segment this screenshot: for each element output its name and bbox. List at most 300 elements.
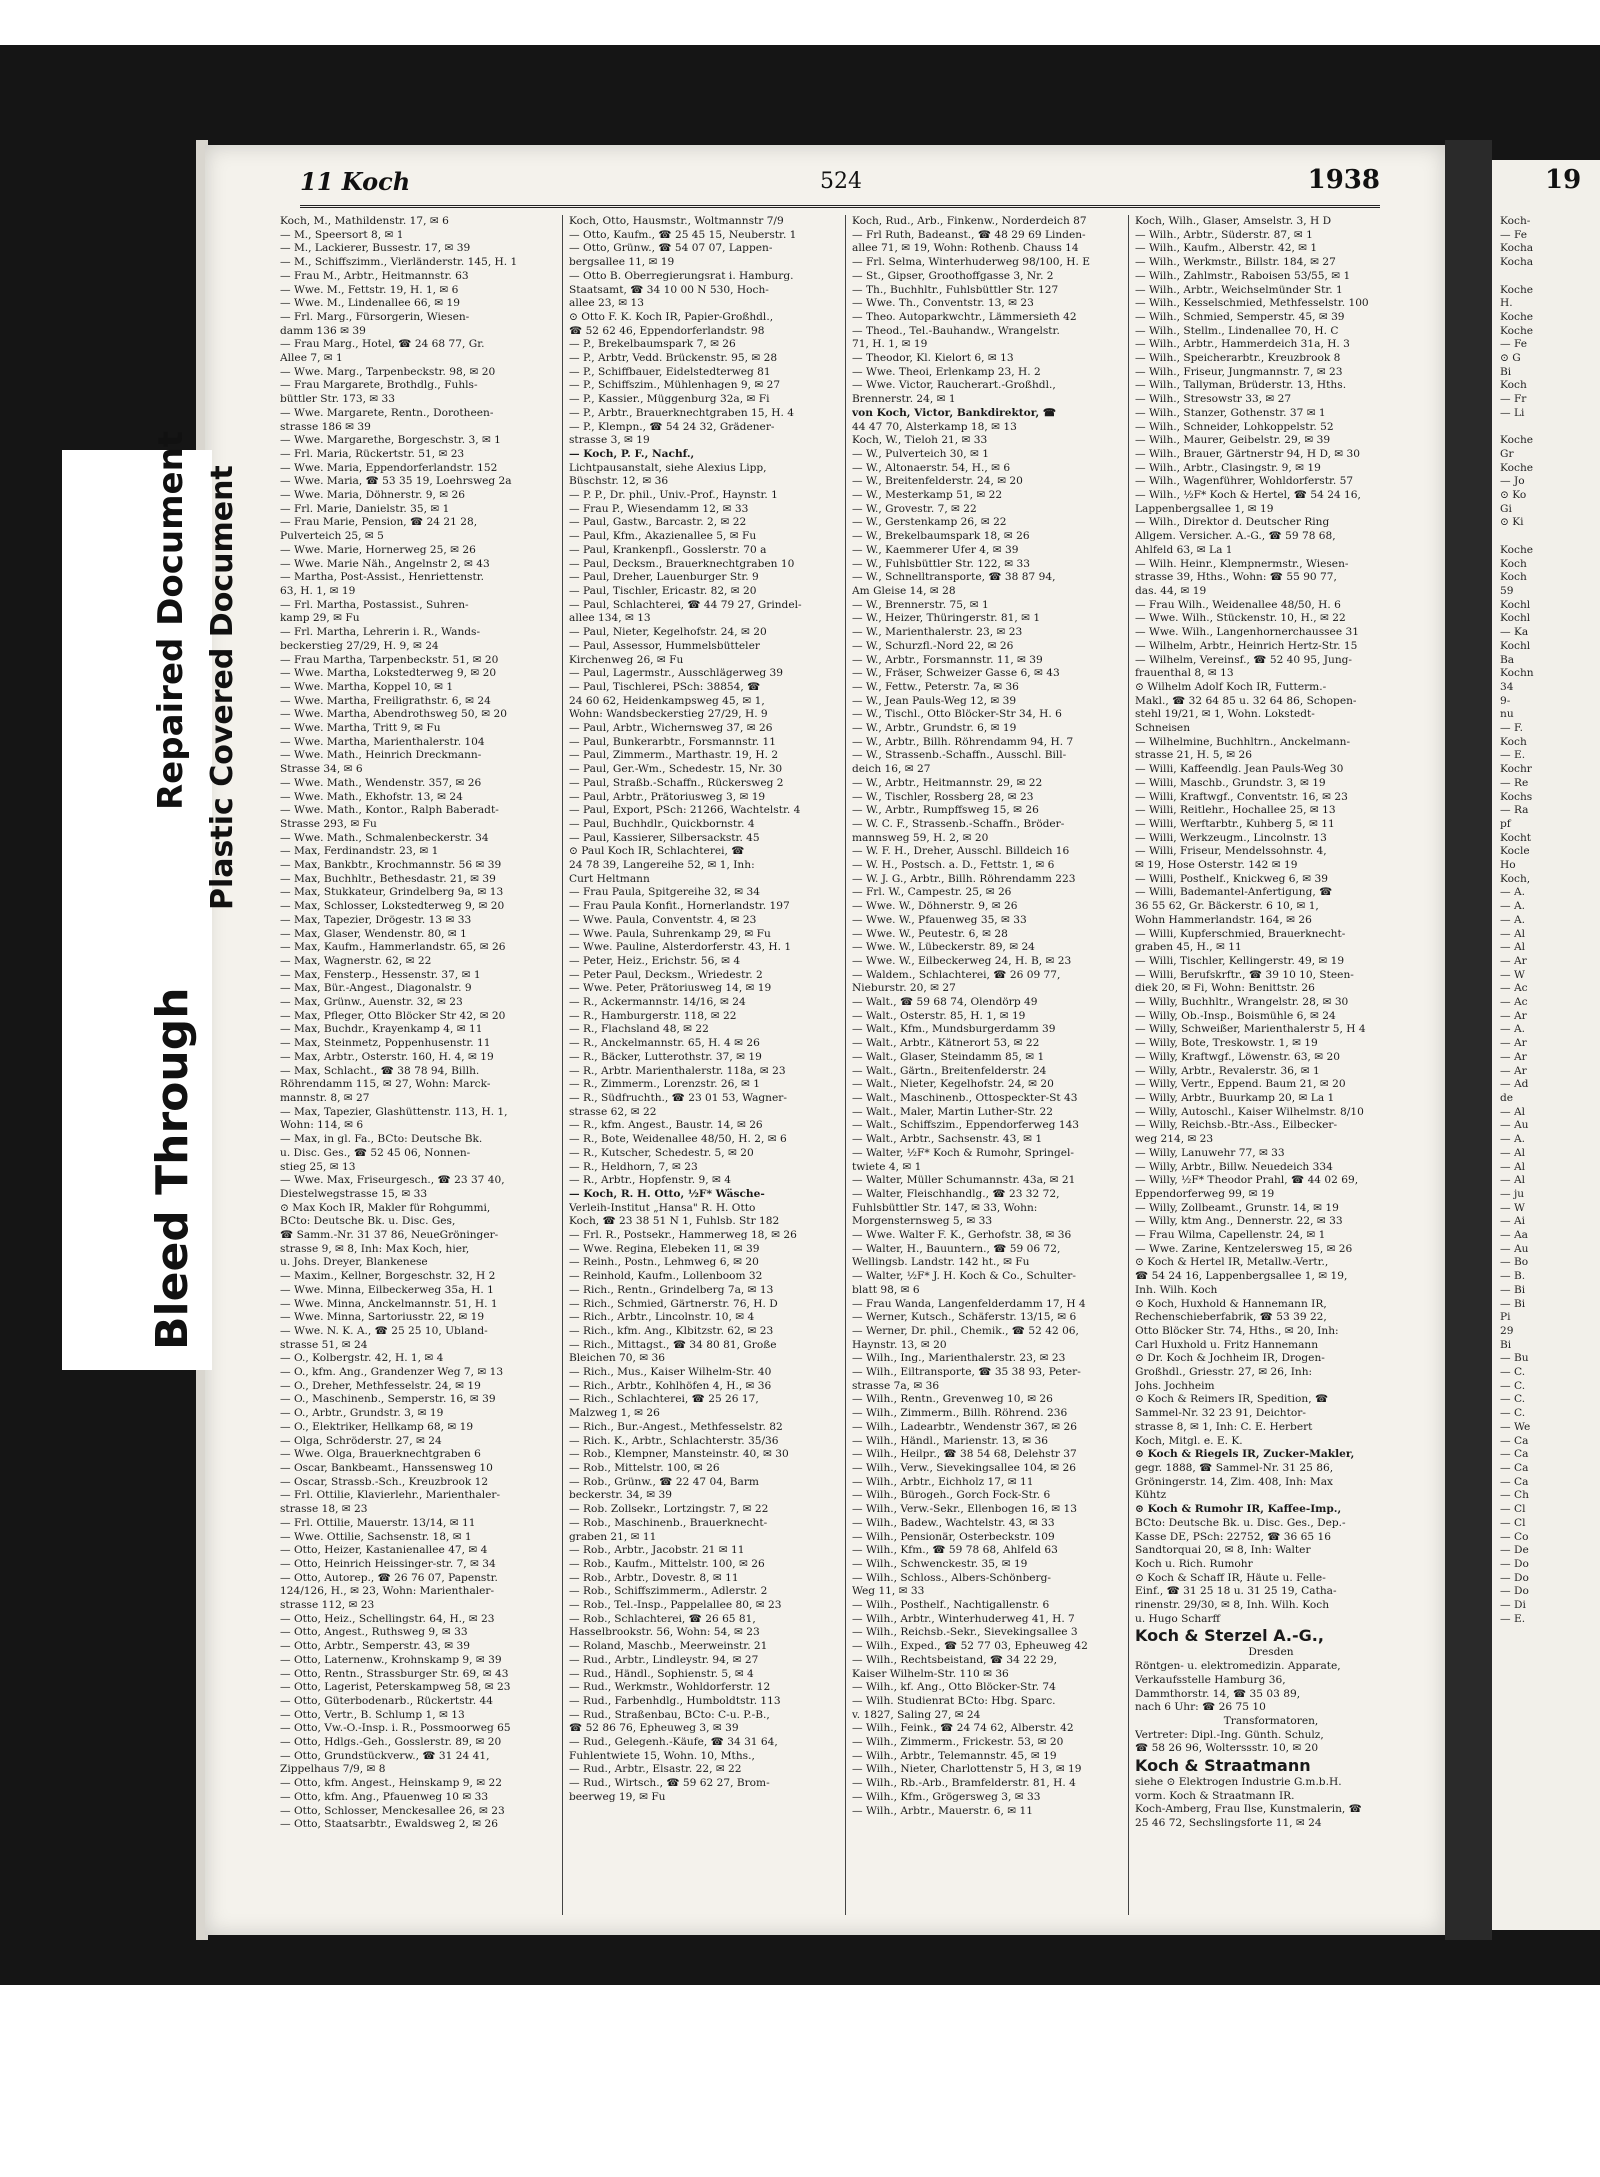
directory-entry: — Willy, Vertr., Eppend. Baum 21, ✉ 20	[1135, 1078, 1346, 1091]
directory-entry: — Rich., Arbtr., Lincolnstr. 10, ✉ 4	[569, 1311, 755, 1324]
directory-entry: Vertreter: Dipl.-Ing. Günth. Schulz,	[1135, 1728, 1324, 1741]
directory-entry: — Paul, Assessor, Hummelsbütteler	[569, 639, 760, 652]
directory-entry: vorm. Koch & Straatmann IR.	[1135, 1789, 1295, 1802]
directory-entry: — Paul, Decksm., Brauerknechtgraben 10	[569, 557, 795, 570]
directory-entry: — W., Arbtr., Heitmannstr. 29, ✉ 22	[852, 776, 1043, 789]
next-page-fragment: — Fr	[1500, 393, 1527, 406]
next-page-fragment: — Bi	[1500, 1297, 1526, 1310]
next-page-fragment: — De	[1500, 1544, 1529, 1557]
directory-entry: — W. C. F., Strassenb.-Schaffn., Bröder-	[852, 817, 1065, 830]
directory-entry: — W., Schnelltransporte, ☎ 38 87 94,	[852, 571, 1056, 584]
directory-entry: Fuhlsbüttler Str. 147, ✉ 33, Wohn:	[852, 1201, 1038, 1214]
directory-entry: Kühtz	[1135, 1489, 1167, 1502]
directory-entry: — P., Arbtr, Vedd. Brückenstr. 95, ✉ 28	[569, 352, 778, 365]
directory-entry: Koch, Rud., Arb., Finkenw., Norderdeich 87	[852, 215, 1087, 227]
next-page-fragment: Bi	[1500, 365, 1512, 378]
directory-entry: ⊙ Koch & Hertel IR, Metallw.-Vertr.,	[1135, 1256, 1329, 1269]
next-page-fragment: — Bo	[1500, 1256, 1529, 1269]
directory-entry: — Rob., Maschinenb., Brauerknecht-	[569, 1516, 768, 1529]
directory-entry: Am Gleise 14, ✉ 28	[852, 584, 956, 597]
next-page-fragment: — ju	[1500, 1187, 1525, 1200]
next-page-fragment: — Ac	[1500, 982, 1528, 995]
directory-entry: Strasse 34, ✉ 6	[280, 763, 363, 776]
directory-entry: — W., Mesterkamp 51, ✉ 22	[852, 489, 1003, 502]
directory-entry: ☎ 52 62 46, Eppendorferlandstr. 98	[569, 324, 765, 337]
next-page-fragment: — Ka	[1500, 626, 1529, 639]
next-page-fragment: — Ar	[1500, 1037, 1527, 1050]
directory-entry: — W. F. H., Dreher, Ausschl. Billdeich 16	[852, 845, 1070, 858]
directory-entry: — W., Brennerstr. 75, ✉ 1	[852, 598, 989, 611]
next-page-fragment: — Jo	[1500, 475, 1525, 488]
directory-entry: 63, H. 1, ✉ 19	[280, 584, 356, 597]
directory-entry: von Koch, Victor, Bankdirektor, ☎	[852, 406, 1057, 419]
directory-entry: — Wilh., Brauer, Gärtnerstr 94, H D, ✉ 30	[1135, 447, 1361, 460]
directory-entry: — Werner, Dr. phil., Chemik., ☎ 52 42 06,	[852, 1324, 1079, 1337]
directory-entry: — Otto, Schlosser, Menckesallee 26, ✉ 23	[280, 1804, 505, 1817]
directory-entry: — Wilh., Schneider, Lohkoppelstr. 52	[1135, 420, 1334, 433]
directory-entry: — Theodor, Kl. Kielort 6, ✉ 13	[852, 352, 1014, 365]
directory-entry: — Otto, kfm. Angest., Heinskamp 9, ✉ 22	[280, 1777, 502, 1790]
directory-entry: — Max, Arbtr., Osterstr. 160, H. 4, ✉ 19	[280, 1050, 494, 1063]
directory-entry: ⊙ Max Koch IR, Makler für Rohgummi,	[280, 1201, 491, 1214]
directory-entry: ⊙ Otto F. K. Koch IR, Papier-Großhdl.,	[569, 310, 774, 323]
directory-entry: — R., Kutscher, Schedestr. 5, ✉ 20	[569, 1146, 754, 1159]
directory-entry: — Willi, Werkzeugm., Lincolnstr. 13	[1135, 831, 1327, 844]
directory-entry: — Wwe. Martha, Lokstedterweg 9, ✉ 20	[280, 667, 497, 680]
directory-entry: — Walt., Maschinenb., Ottospeckter-St 43	[852, 1092, 1078, 1104]
directory-entry: — R., Arbtr. Marienthalerstr. 118a, ✉ 23	[569, 1064, 786, 1077]
directory-entry: — P., Arbtr., Brauerknechtgraben 15, H. 4	[569, 406, 794, 419]
next-page-fragment: Ho	[1500, 859, 1516, 872]
directory-entry: — Paul, Arbtr., Wichernsweg 37, ✉ 26	[569, 722, 773, 735]
directory-entry: — Wwe. Zarine, Kentzelersweg 15, ✉ 26	[1135, 1242, 1353, 1255]
next-page-fragment: — Di	[1500, 1599, 1526, 1612]
directory-entry: — Rich., Mittagst., ☎ 34 80 81, Große	[569, 1338, 777, 1351]
directory-entry: Koch-Amberg, Frau Ilse, Kunstmalerin, ☎	[1135, 1803, 1362, 1816]
directory-entry: — Reinhold, Kaufm., Lollenboom 32	[569, 1270, 763, 1283]
directory-entry: — Max, in gl. Fa., BCto: Deutsche Bk.	[280, 1133, 483, 1146]
directory-entry: — Rob. Zollsekr., Lortzingstr. 7, ✉ 22	[569, 1503, 769, 1516]
directory-entry: — Wwe. Marg., Tarpenbeckstr. 98, ✉ 20	[280, 365, 496, 378]
directory-entry: — Wilh., Schwenckestr. 35, ✉ 19	[852, 1557, 1028, 1570]
next-page-fragment: — Re	[1500, 776, 1529, 789]
directory-entry: twiete 4, ✉ 1	[852, 1160, 922, 1173]
directory-entry: — M., Schiffszimm., Vierländerstr. 145, H. 1	[280, 256, 518, 269]
directory-entry: — Wilh., Rechtsbeistand, ☎ 34 22 29,	[852, 1653, 1057, 1666]
directory-entry: ☎ 58 26 96, Wolterssstr. 10, ✉ 20	[1135, 1742, 1319, 1755]
directory-entry: — W., Arbtr., Forsmannstr. 11, ✉ 39	[852, 653, 1043, 666]
directory-entry: — Otto, Arbtr., Semperstr. 43, ✉ 39	[280, 1640, 470, 1653]
directory-entry: rinenstr. 29/30, ✉ 8, Inh. Wilh. Koch	[1135, 1599, 1330, 1612]
directory-entry: — Wwe. Martha, Abendrothsweg 50, ✉ 20	[280, 708, 507, 721]
directory-entry: — Reinh., Postn., Lehmweg 6, ✉ 20	[569, 1256, 759, 1269]
directory-entry: 36 55 62, Gr. Bäckerstr. 6 10, ✉ 1,	[1135, 900, 1319, 913]
directory-entry: — Max, Kaufm., Hammerlandstr. 65, ✉ 26	[280, 941, 506, 954]
directory-entry: Bleichen 70, ✉ 36	[569, 1352, 665, 1365]
directory-entry: Koch, Wilh., Glaser, Amselstr. 3, H D	[1135, 215, 1332, 227]
directory-entry: — Walter, ½F* J. H. Koch & Co., Schulter-	[852, 1270, 1076, 1283]
directory-entry: — Wilh., Rb.-Arb., Bramfelderstr. 81, H. 4	[852, 1777, 1076, 1790]
directory-entry: — Wilh., Pensionär, Osterbeckstr. 109	[852, 1530, 1055, 1543]
directory-entry: — Otto, kfm. Ang., Pfauenweg 10 ✉ 33	[280, 1790, 489, 1803]
directory-entry: Morgensternsweg 5, ✉ 33	[852, 1215, 993, 1228]
next-page-fragment: Koche	[1500, 543, 1534, 556]
directory-column-3	[845, 215, 1124, 1915]
next-page-fragment: — Co	[1500, 1530, 1529, 1543]
directory-entry: — Max, Stukkateur, Grindelberg 9a, ✉ 13	[280, 886, 504, 899]
next-page-fragment: — W	[1500, 968, 1525, 981]
directory-entry: — Willi, Werftarbtr., Kuhberg 5, ✉ 11	[1135, 817, 1335, 830]
directory-entry: Hasselbrookstr. 56, Wohn: 54, ✉ 23	[569, 1626, 760, 1639]
directory-entry: — W., Jean Pauls-Weg 12, ✉ 39	[852, 694, 1017, 707]
directory-entry: — O., Kolbergstr. 42, H. 1, ✉ 4	[280, 1352, 444, 1365]
directory-entry: ⊙ Koch & Rumohr IR, Kaffee-Imp.,	[1135, 1503, 1342, 1516]
next-page-fragment: — Fe	[1500, 338, 1528, 351]
directory-entry: — Wilh., Stellm., Lindenallee 70, H. C	[1135, 324, 1339, 337]
directory-entry: — R., Ackermannstr. 14/16, ✉ 24	[569, 996, 746, 1009]
directory-entry: graben 45, H., ✉ 11	[1135, 941, 1242, 954]
directory-entry: strasse 51, ✉ 24	[280, 1338, 368, 1351]
directory-entry: — Wilh. Heinr., Klempnermstr., Wiesen-	[1135, 557, 1349, 570]
directory-entry: — Wilh., Arbtr., Telemannstr. 45, ✉ 19	[852, 1749, 1057, 1762]
directory-entry: Carl Huxhold u. Fritz Hannemann	[1135, 1338, 1319, 1351]
next-page-fragment: — Au	[1500, 1119, 1529, 1132]
directory-entry: Koch, W., Tieloh 21, ✉ 33	[852, 434, 988, 447]
next-page-fragment: — A.	[1500, 1023, 1525, 1036]
directory-entry: — Wilh., Zahlmstr., Raboisen 53/55, ✉ 1	[1135, 269, 1351, 282]
directory-entry: — P., Schiffszim., Mühlenhagen 9, ✉ 27	[569, 379, 781, 392]
directory-entry: — Wwe. Marie Näh., Angelnstr 2, ✉ 43	[280, 557, 490, 570]
directory-entry: — Wilh., Feink., ☎ 24 74 62, Alberstr. 42	[852, 1722, 1074, 1735]
directory-entry: — O., Dreher, Methfesselstr. 24, ✉ 19	[280, 1379, 481, 1392]
directory-entry: — Rich., Bur.-Angest., Methfesselstr. 82	[569, 1420, 783, 1433]
next-page-fragment: Gr	[1500, 447, 1514, 460]
directory-entry: Lappenbergsallee 1, ✉ 19	[1135, 502, 1274, 515]
directory-entry: Otto Blöcker Str. 74, Hths., ✉ 20, Inh:	[1135, 1324, 1339, 1337]
directory-entry: — R., Anckelmannstr. 65, H. 4 ✉ 26	[569, 1037, 760, 1050]
directory-entry: — Frl. Ottilie, Klavierlehr., Marienthaler-	[280, 1489, 501, 1502]
directory-entry: das. 44, ✉ 19	[1135, 584, 1207, 597]
directory-entry: Koch, Mitgl. e. E. K.	[1135, 1434, 1243, 1447]
next-page-fragment: — F.	[1500, 722, 1524, 735]
directory-entry: — W., Pulverteich 30, ✉ 1	[852, 447, 989, 460]
next-page-fragment: Gi	[1500, 502, 1512, 515]
directory-entry: — Rich. K., Arbtr., Schlachterstr. 35/36	[569, 1434, 779, 1447]
directory-entry: — Wwe. Math., Ekhofstr. 13, ✉ 24	[280, 790, 463, 803]
directory-entry: Koch, Otto, Hausmstr., Woltmannstr 7/9	[569, 215, 784, 227]
directory-entry: — Max, Buchdr., Krayenkamp 4, ✉ 11	[280, 1023, 483, 1036]
directory-entry: — Wilh., Speicherarbtr., Kreuzbrook 8	[1135, 352, 1341, 365]
directory-entry: — Max, Buchhltr., Bethesdastr. 21, ✉ 39	[280, 872, 496, 885]
directory-entry: — Wwe. M., Lindenallee 66, ✉ 19	[280, 297, 460, 310]
directory-entry: — Willy, Zollbeamt., Grunstr. 14, ✉ 19	[1135, 1201, 1339, 1214]
next-page-fragment: 9-	[1500, 694, 1511, 707]
next-page-fragment: — A.	[1500, 900, 1525, 913]
directory-entry: Großhdl., Griesstr. 27, ✉ 26, Inh:	[1135, 1366, 1313, 1379]
directory-entry: strasse 186 ✉ 39	[280, 420, 371, 433]
directory-entry: — Peter Paul, Decksm., Wriedestr. 2	[569, 968, 763, 981]
directory-entry: Transformatoren,	[1223, 1714, 1319, 1727]
directory-entry: büttler Str. 173, ✉ 33	[280, 393, 396, 406]
directory-entry: — Wilhelm, Vereinsf., ☎ 52 40 95, Jung-	[1135, 653, 1353, 666]
directory-column-2	[562, 215, 841, 1915]
directory-entry: — Olga, Schröderstr. 27, ✉ 24	[280, 1434, 442, 1447]
directory-entry: — Frl. W., Campestr. 25, ✉ 26	[852, 886, 1012, 899]
directory-entry: — W., Kaemmerer Ufer 4, ✉ 39	[852, 543, 1019, 556]
next-page-fragment	[1500, 530, 1600, 544]
directory-entry: — Frau Wilh., Weidenallee 48/50, H. 6	[1135, 598, 1341, 611]
directory-entry: Kaiser Wilhelm-Str. 110 ✉ 36	[852, 1667, 1009, 1680]
directory-entry: — R., Hamburgerstr. 118, ✉ 22	[569, 1009, 737, 1022]
directory-entry: — Th., Buchhltr., Fuhlsbüttler Str. 127	[852, 283, 1059, 296]
directory-entry: — Willi, Kupferschmied, Brauerknecht-	[1135, 927, 1346, 940]
next-page-fragment: nu	[1500, 708, 1514, 721]
directory-entry: — W., Tischler, Rossberg 28, ✉ 23	[852, 790, 1034, 803]
directory-entry: — W., Arbtr., Grundstr. 6, ✉ 19	[852, 722, 1017, 735]
directory-entry: — Frl. Maria, Rückertstr. 51, ✉ 23	[280, 447, 465, 460]
directory-entry: Allee 7, ✉ 1	[280, 352, 343, 365]
directory-entry: — Wilh., Direktor d. Deutscher Ring	[1135, 516, 1330, 529]
directory-entry: — Willy, Kraftwgf., Löwenstr. 63, ✉ 20	[1135, 1050, 1340, 1063]
directory-entry: — Wwe. Paula, Conventstr. 4, ✉ 23	[569, 913, 757, 926]
directory-entry: — Max, Bür.-Angest., Diagonalstr. 9	[280, 982, 472, 995]
directory-entry: — Wwe. Margarethe, Borgeschstr. 3, ✉ 1	[280, 434, 501, 447]
directory-entry: — Wilh., Arbtr., Hammerdeich 31a, H. 3	[1135, 338, 1350, 351]
directory-entry: bergsallee 11, ✉ 19	[569, 256, 675, 269]
directory-entry: weg 214, ✉ 23	[1135, 1133, 1214, 1146]
next-page-fragment: — Ca	[1500, 1448, 1529, 1461]
directory-entry: — Walt., Gärtn., Breitenfelderstr. 24	[852, 1064, 1047, 1077]
directory-entry: — Max, Schlacht., ☎ 38 78 94, Billh.	[280, 1064, 480, 1077]
directory-entry: Johs. Jochheim	[1135, 1379, 1215, 1392]
directory-entry: — Paul, Tischlerei, PSch: 38854, ☎	[569, 680, 761, 693]
directory-entry: — W., Altonaerstr. 54, H., ✉ 6	[852, 461, 1011, 474]
directory-entry: — Walt., Arbtr., Sachsenstr. 43, ✉ 1	[852, 1133, 1043, 1146]
directory-entry: — Wilh., Exped., ☎ 52 77 03, Epheuweg 42	[852, 1640, 1088, 1653]
header-page-number: 524	[820, 169, 862, 194]
directory-entry: — Frl. Selma, Winterhuderweg 98/100, H. E	[852, 256, 1090, 269]
directory-entry: — Rob., Mittelstr. 100, ✉ 26	[569, 1461, 720, 1474]
directory-entry: — W., Tischl., Otto Blöcker-Str 34, H. 6	[852, 708, 1062, 721]
directory-entry: 44 47 70, Alsterkamp 18, ✉ 13	[852, 420, 1017, 433]
directory-entry: ☎ 52 86 76, Epheuweg 3, ✉ 39	[569, 1722, 739, 1735]
directory-entry: strasse 112, ✉ 23	[280, 1599, 375, 1612]
directory-entry: — Paul, Ger.-Wm., Schedestr. 15, Nr. 30	[569, 763, 783, 776]
next-page-fragment: Kocha	[1500, 256, 1534, 269]
directory-entry: — Rud., Arbtr., Elsastr. 22, ✉ 22	[569, 1763, 742, 1776]
directory-entry: Ahlfeld 63, ✉ La 1	[1135, 543, 1233, 556]
directory-entry: Zippelhaus 7/9, ✉ 8	[280, 1763, 386, 1776]
directory-entry: Kirchenweg 26, ✉ Fu	[569, 653, 684, 666]
next-page-fragment: — C.	[1500, 1407, 1526, 1420]
directory-entry: — Wwe. W., Lübeckerstr. 89, ✉ 24	[852, 941, 1035, 954]
directory-entry: — Rud., Straßenbau, BCto: C-u. P.-B.,	[569, 1708, 770, 1721]
next-page-fragment: Koch	[1500, 571, 1527, 584]
directory-entry: — Otto, Vertr., B. Schlump 1, ✉ 13	[280, 1708, 465, 1721]
directory-entry: — Wilh., Kfm., Grögersweg 3, ✉ 33	[852, 1790, 1041, 1803]
next-page-fragment	[1500, 421, 1600, 435]
directory-entry: Röhrendamm 115, ✉ 27, Wohn: Marck-	[280, 1078, 491, 1091]
directory-entry: — Wwe. W., Peutestr. 6, ✉ 28	[852, 927, 1008, 940]
directory-entry: — Rud., Farbenhdlg., Humboldtstr. 113	[569, 1694, 781, 1707]
directory-entry: — Wilh., Arbtr., Clasingstr. 9, ✉ 19	[1135, 461, 1321, 474]
directory-entry: Einf., ☎ 31 25 18 u. 31 25 19, Catha-	[1135, 1585, 1337, 1598]
directory-entry: — Otto, Laternenw., Krohnskamp 9, ✉ 39	[280, 1653, 502, 1666]
next-page-fragment: — Al	[1500, 1105, 1525, 1118]
next-page-fragment: — Ch	[1500, 1489, 1529, 1502]
directory-entry: — Rob., Schiffszimmerm., Adlerstr. 2	[569, 1585, 768, 1598]
directory-entry: — Willi, Reitlehr., Hochallee 25, ✉ 13	[1135, 804, 1336, 817]
page-header	[300, 165, 1380, 208]
directory-entry: — Willy, Arbtr., Billw. Neuedeich 334	[1135, 1160, 1333, 1173]
directory-entry: — Rich., Schmied, Gärtnerstr. 76, H. D	[569, 1297, 778, 1310]
directory-entry: — Rich., kfm. Ang., Klbitzstr. 62, ✉ 23	[569, 1324, 774, 1337]
directory-entry: Lichtpausanstalt, siehe Alexius Lipp,	[569, 461, 767, 474]
directory-entry: — Wwe. Th., Conventstr. 13, ✉ 23	[852, 297, 1034, 310]
directory-entry: — Otto, Heinrich Heissinger-str. 7, ✉ 34	[280, 1557, 496, 1570]
directory-entry: — M., Speersort 8, ✉ 1	[280, 228, 404, 241]
directory-entry: — Frl. R., Postsekr., Hammerweg 18, ✉ 26	[569, 1229, 797, 1242]
directory-entry: — Walt., Kfm., Mundsburgerdamm 39	[852, 1023, 1056, 1036]
directory-entry: — R., Bote, Weidenallee 48/50, H. 2, ✉ 6	[569, 1133, 787, 1146]
directory-entry: — Wilhelmine, Buchhltrn., Anckelmann-	[1135, 735, 1351, 748]
next-page-fragment: Bi	[1500, 1338, 1512, 1351]
directory-entry: strasse 18, ✉ 23	[280, 1503, 368, 1516]
directory-entry: siehe ⊙ Elektrogen Industrie G.m.b.H.	[1135, 1776, 1342, 1789]
directory-entry: — Paul, Straßb.-Schaffn., Rückersweg 2	[569, 776, 784, 789]
next-page-fragment: — Do	[1500, 1557, 1529, 1570]
directory-entry: ⊙ Wilhelm Adolf Koch IR, Futterm.-	[1135, 680, 1327, 693]
directory-entry: BCto: Deutsche Bk. u. Disc. Ges., Dep.-	[1135, 1516, 1346, 1529]
directory-entry: — Wilh., Arbtr., Weichselmünder Str. 1	[1135, 283, 1343, 296]
next-page-fragment: — Bu	[1500, 1352, 1529, 1365]
directory-entry: — Wwe. Regina, Elebeken 11, ✉ 39	[569, 1242, 760, 1255]
next-page-fragment: — Cl	[1500, 1503, 1526, 1516]
directory-entry: — Otto, Grünw., ☎ 54 07 07, Lappen-	[569, 242, 773, 255]
next-page-fragment: Ba	[1500, 653, 1515, 666]
directory-entry: — W. J. G., Arbtr., Billh. Röhrendamm 223	[852, 872, 1076, 885]
next-page-fragment: pf	[1500, 817, 1511, 830]
directory-entry: — Rob., Grünw., ☎ 22 47 04, Barm	[569, 1475, 759, 1488]
directory-entry: — Wilh., Schmied, Semperstr. 45, ✉ 39	[1135, 310, 1345, 323]
next-page-fragment: — E.	[1500, 1612, 1526, 1625]
directory-entry: — Rob., Tel.-Insp., Pappelallee 80, ✉ 23	[569, 1599, 782, 1612]
directory-entry: — W., Fräser, Schweizer Gasse 6, ✉ 43	[852, 667, 1060, 680]
directory-entry: — Walter, H., Bauuntern., ☎ 59 06 72,	[852, 1242, 1061, 1255]
directory-entry: diek 20, ✉ Fi, Wohn: Benittstr. 26	[1135, 982, 1315, 995]
directory-entry: — Wwe. Marie, Hornerweg 25, ✉ 26	[280, 543, 476, 556]
next-page-fragment: — Al	[1500, 927, 1525, 940]
directory-entry: Schneisen	[1135, 722, 1191, 735]
directory-entry: — Wwe. Math., Schmalenbeckerstr. 34	[280, 831, 489, 844]
directory-entry: — Wwe. Margarete, Rentn., Dorotheen-	[280, 406, 494, 419]
directory-entry: — Wwe. Pauline, Alsterdorferstr. 43, H. 1	[569, 941, 792, 954]
directory-entry: Weg 11, ✉ 33	[852, 1585, 925, 1598]
directory-entry: — Max, Bankbtr., Krochmannstr. 56 ✉ 39	[280, 859, 502, 872]
directory-entry: — Werner, Kutsch., Schäferstr. 13/15, ✉ 6	[852, 1311, 1077, 1324]
directory-entry: — Wwe. Minna, Anckelmannstr. 51, H. 1	[280, 1297, 498, 1310]
directory-entry: — Max, Tapezier, Drögestr. 13 ✉ 33	[280, 913, 472, 926]
next-page-fragment: Koche	[1500, 461, 1534, 474]
directory-entry: — Wilh., ½F* Koch & Hertel, ☎ 54 24 16,	[1135, 489, 1361, 502]
directory-entry: — Wilh., Zimmerm., Billh. Röhrend. 236	[852, 1407, 1068, 1420]
directory-entry: Büschstr. 12, ✉ 36	[569, 475, 669, 488]
directory-entry: — R., Südfruchth., ☎ 23 01 53, Wagner-	[569, 1092, 787, 1104]
directory-entry: allee 134, ✉ 13	[569, 612, 651, 625]
directory-entry: — Maxim., Kellner, Borgeschstr. 32, H 2	[280, 1270, 496, 1283]
next-page-fragment: — Ca	[1500, 1475, 1529, 1488]
directory-entry: — Wilh., kf. Ang., Otto Blöcker-Str. 74	[852, 1681, 1056, 1694]
directory-entry: — Wilh., Ing., Marienthalerstr. 23, ✉ 23	[852, 1352, 1066, 1365]
directory-entry: — Willi, Posthelf., Knickweg 6, ✉ 39	[1135, 872, 1329, 885]
directory-entry: — Walt., Maler, Martin Luther-Str. 22	[852, 1105, 1053, 1118]
directory-entry: — W., Arbtr., Rumpffsweg 15, ✉ 26	[852, 804, 1039, 817]
directory-entry: — Paul, Lagermstr., Ausschlägerweg 39	[569, 667, 783, 680]
directory-entry: — M., Lackierer, Bussestr. 17, ✉ 39	[280, 242, 471, 255]
directory-entry: — Frl Ruth, Badeanst., ☎ 48 29 69 Linden-	[852, 228, 1086, 241]
directory-entry: ⊙ Koch & Schaff IR, Häute u. Felle-	[1135, 1571, 1326, 1584]
directory-entry: — W., Marienthalerstr. 23, ✉ 23	[852, 626, 1023, 639]
directory-entry: — Walt., Osterstr. 85, H. 1, ✉ 19	[852, 1009, 1026, 1022]
directory-entry: — Koch, P. F., Nachf.,	[569, 447, 695, 460]
directory-entry: — Frl. Marg., Fürsorgerin, Wiesen-	[280, 310, 470, 323]
directory-entry: — Paul, Bunkerarbtr., Forsmannstr. 11	[569, 735, 776, 748]
directory-entry: — Frl. Ottilie, Mauerstr. 13/14, ✉ 11	[280, 1516, 476, 1529]
next-page-fragment: — E.	[1500, 749, 1526, 762]
directory-entry: — O., Maschinenb., Semperstr. 16, ✉ 39	[280, 1393, 496, 1406]
directory-entry: — Wwe. N. K. A., ☎ 25 25 10, Ubland-	[280, 1324, 488, 1337]
directory-entry: — Peter, Heiz., Erichstr. 56, ✉ 4	[569, 954, 741, 967]
next-page-fragment: — Au	[1500, 1242, 1529, 1255]
plastic-covered-label: Plastic Covered Document	[205, 465, 240, 910]
directory-column-1	[280, 215, 552, 1915]
directory-entry: — St., Gipser, Groothoffgasse 3, Nr. 2	[852, 269, 1054, 282]
directory-entry: v. 1827, Saling 27, ✉ 24	[852, 1708, 981, 1721]
directory-entry: — O., kfm. Ang., Grandenzer Weg 7, ✉ 13	[280, 1366, 504, 1379]
directory-entry: — Paul, Zimmerm., Marthastr. 19, H. 2	[569, 749, 779, 762]
directory-entry: — Paul, Dreher, Lauenburger Str. 9	[569, 571, 759, 584]
directory-entry: — Otto, Angest., Ruthsweg 9, ✉ 33	[280, 1626, 468, 1639]
next-page-fragment: — Fe	[1500, 228, 1528, 241]
next-page-fragment: de	[1500, 1092, 1514, 1104]
directory-entry: allee 71, ✉ 19, Wohn: Rothenb. Chauss 14	[852, 242, 1079, 255]
directory-entry: — Rich., Rentn., Grindelberg 7a, ✉ 13	[569, 1283, 774, 1296]
directory-entry: — O., Arbtr., Grundstr. 3, ✉ 19	[280, 1407, 444, 1420]
directory-entry: — Paul, Kfm., Akazienallee 5, ✉ Fu	[569, 530, 757, 543]
directory-entry: — Otto, Vw.-O.-Insp. i. R., Possmoorweg 65	[280, 1722, 511, 1735]
directory-entry: deich 16, ✉ 27	[852, 763, 931, 776]
directory-entry: — Wilh., Posthelf., Nachtigallenstr. 6	[852, 1599, 1050, 1612]
repaired-document-label: Repaired Document	[151, 430, 191, 810]
directory-entry: damm 136 ✉ 39	[280, 324, 366, 337]
directory-entry: 71, H. 1, ✉ 19	[852, 338, 928, 351]
directory-entry: strasse 39, Hths., Wohn: ☎ 55 90 77,	[1135, 571, 1337, 584]
directory-entry: — Wwe. Martha, Koppel 10, ✉ 1	[280, 680, 454, 693]
next-page-fragment: — We	[1500, 1420, 1531, 1433]
next-page-fragment: — Ac	[1500, 996, 1528, 1009]
next-page-fragment: — Ca	[1500, 1461, 1529, 1474]
directory-entry: — Willi, Maschb., Grundstr. 3, ✉ 19	[1135, 776, 1326, 789]
directory-entry: Staatsamt, ☎ 34 10 00 N 530, Hoch-	[569, 283, 769, 296]
directory-entry: — Frau Martha, Tarpenbeckstr. 51, ✉ 20	[280, 653, 499, 666]
directory-entry: beckerstieg 27/29, H. 9, ✉ 24	[280, 639, 439, 652]
directory-entry: — Willy, ktm Ang., Dennerstr. 22, ✉ 33	[1135, 1215, 1343, 1228]
directory-entry: — Paul, Nieter, Kegelhofstr. 24, ✉ 20	[569, 626, 767, 639]
directory-entry: — Wilh., Zimmerm., Frickestr. 53, ✉ 20	[852, 1736, 1064, 1749]
directory-entry: — Wilh., Kaufm., Alberstr. 42, ✉ 1	[1135, 242, 1318, 255]
bleed-through-label: Bleed Through	[147, 987, 198, 1350]
directory-entry: strasse 8, ✉ 1, Inh: C. E. Herbert	[1135, 1420, 1313, 1433]
